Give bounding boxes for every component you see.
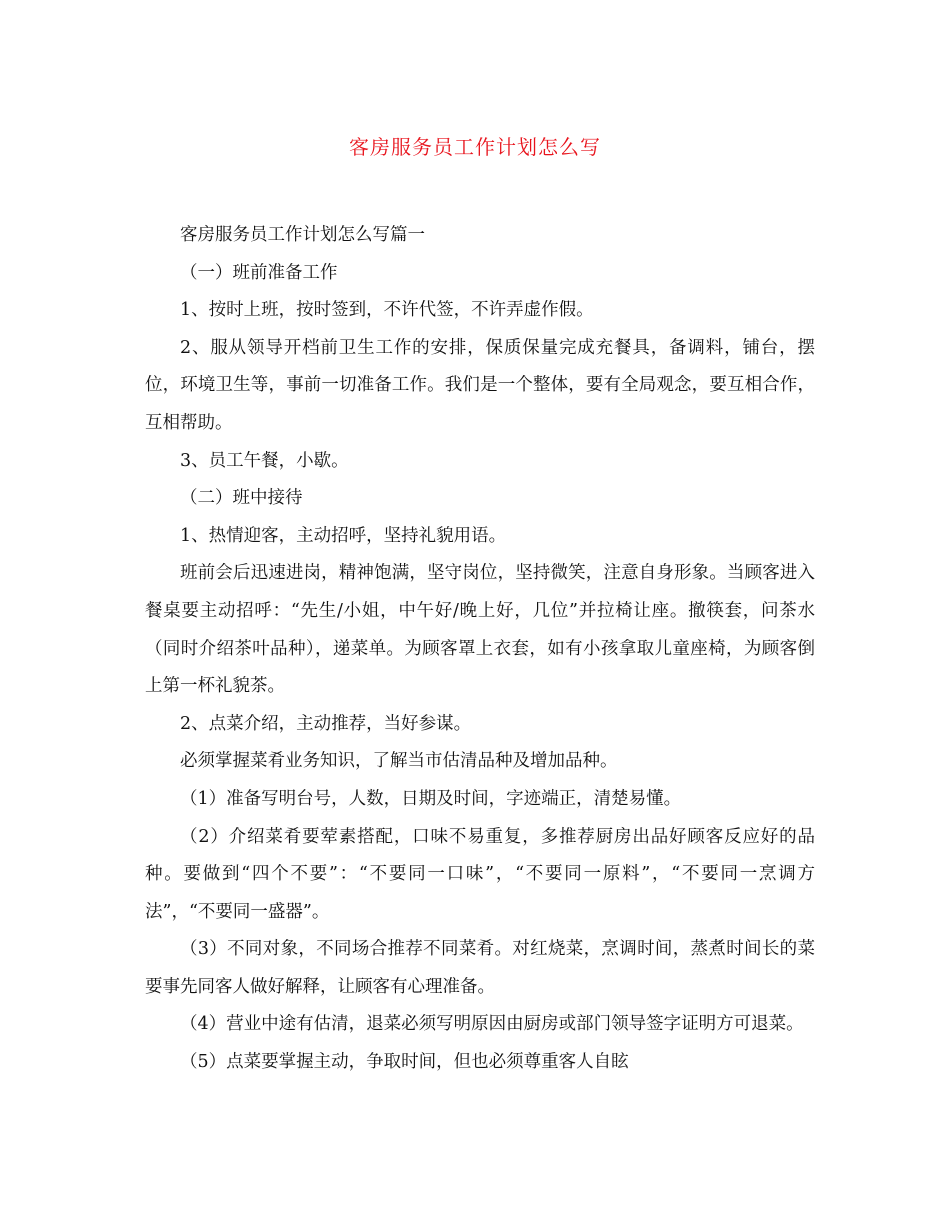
paragraph: （5）点菜要掌握主动，争取时间，但也必须尊重客人自眩 [180,1052,629,1073]
paragraph: 必须掌握菜肴业务知识，了解当市估清品种及增加品种。 [180,751,618,772]
paragraph: 2、点菜介绍，主动推荐，当好参谋。 [180,713,472,734]
paragraph: 班前会后迅速进岗，精神饱满，坚守岗位，坚持微笑，注意自身形象。当顾客进入餐桌要主动招呼：“先生/小姐，中午好/晚上好，几位”并拉椅让座。撤筷套，问茶水（同时介绍茶叶品种），递菜单。为顾客罩上衣套，如有小孩拿取儿童座椅，为顾客倒上第一杯礼貌茶。 [145,563,815,697]
paragraph: 1、热情迎客，主动招呼，坚持礼貌用语。 [180,525,507,546]
paragraph: （4）营业中途有估清，退菜必须写明原因由厨房或部门领导签字证明方可退菜。 [180,1014,804,1035]
paragraph: 3、员工午餐，小歇。 [180,450,349,471]
paragraph-section-heading: 客房服务员工作计划怎么写篇一 [180,225,425,245]
document-title: 客房服务员工作计划怎么写 [349,135,601,159]
document-body [145,217,815,1082]
paragraph: （1）准备写明台号，人数，日期及时间，字迹端正，清楚易懂。 [180,788,682,809]
paragraph: （3）不同对象，不同场合推荐不同菜肴。对红烧菜，烹调时间，蒸煮时间长的菜要事先同客人做好解释，让顾客有心理准备。 [145,939,815,997]
paragraph: （2）介绍菜肴要荤素搭配，口味不易重复，多推荐厨房出品好顾客反应好的品种。要做到“四个不要”：“不要同一口味”，“不要同一原料”，“不要同一烹调方法”，“不要同一盛器”。 [145,826,815,922]
paragraph: 2、服从领导开档前卫生工作的安排，保质保量完成充餐具，备调料，铺台，摆位，环境卫生等，事前一切准备工作。我们是一个整体，要有全局观念，要互相合作，互相帮助。 [145,337,815,433]
paragraph-subheading-pre-shift: （一）班前准备工作 [180,262,338,283]
paragraph: 1、按时上班，按时签到，不许代签，不许弄虚作假。 [180,300,594,321]
paragraph-subheading-in-shift: （二）班中接待 [180,488,303,509]
